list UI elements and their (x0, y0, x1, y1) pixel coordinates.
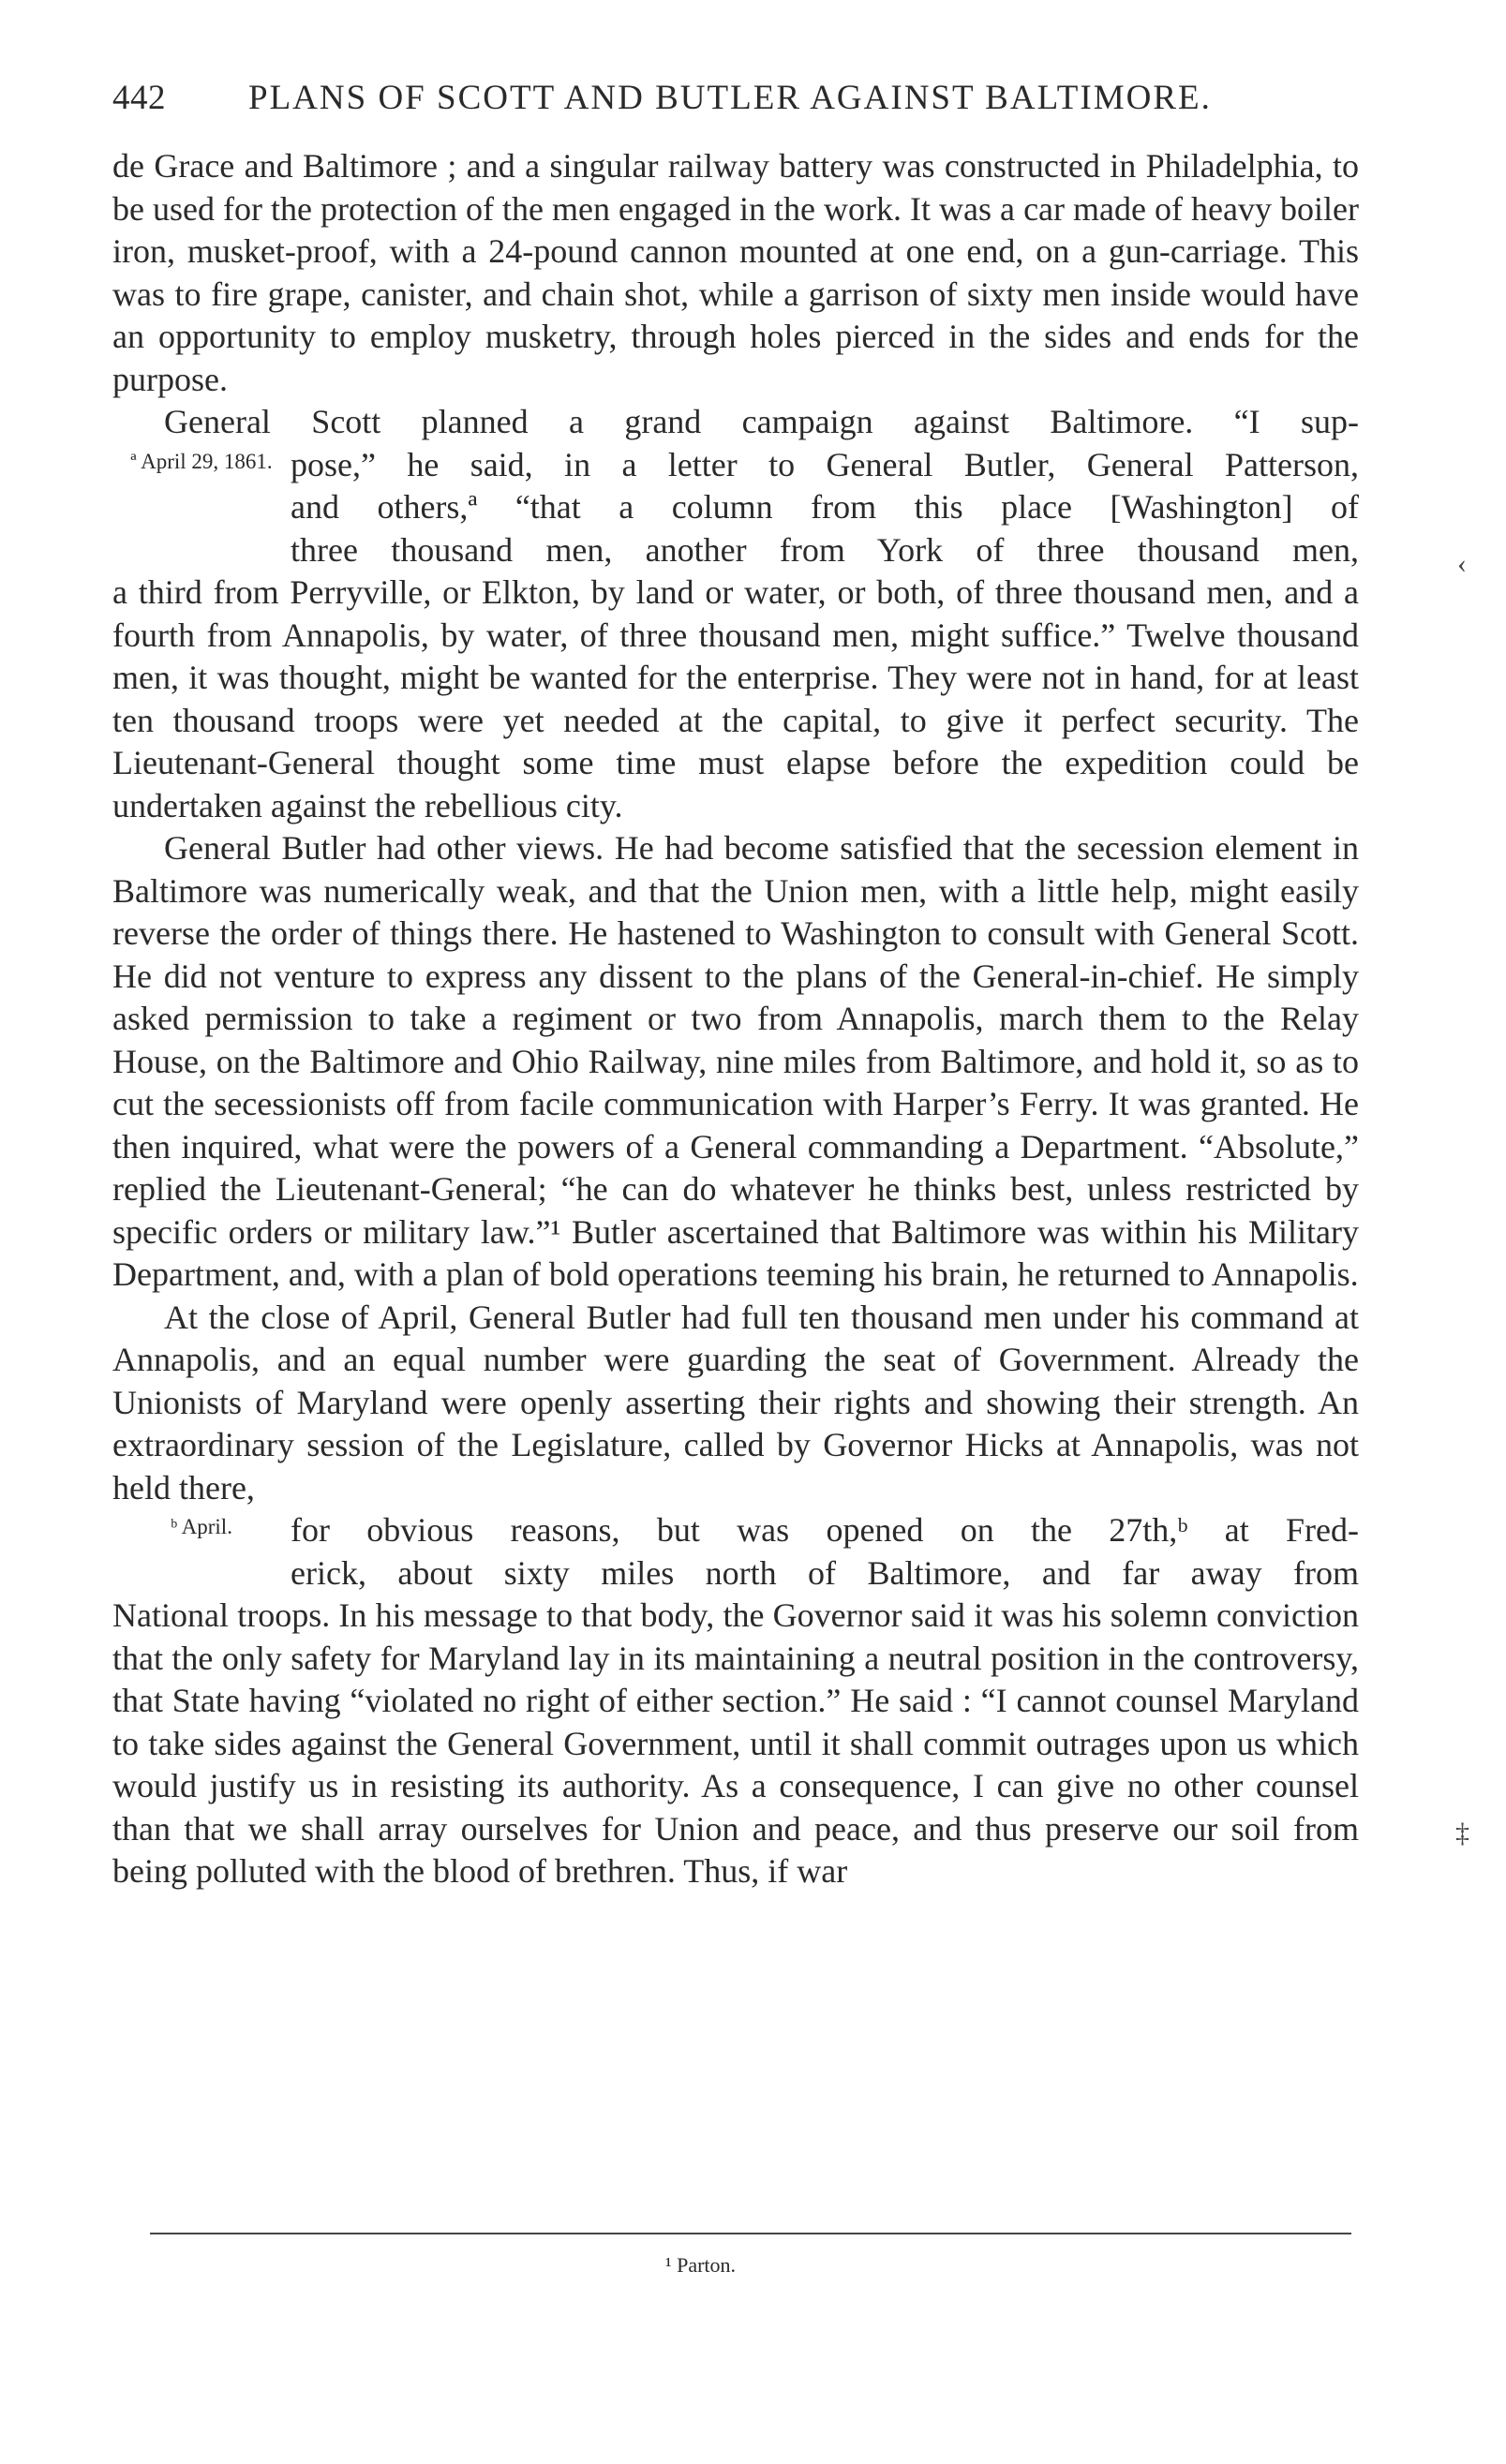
paragraph-4-start: At the close of April, General Butler had full ten thousand men under his command at Annapolis, and an equal number were guarding the seat of Government. Already the Unionists of Maryland were openly asserting their rights and showing their strength. An extraordinary session of the Legislature, called by Governor Hicks at Annapolis, was not held there, (112, 1298, 1359, 1507)
margin-note-april: ᵇ April. (171, 1515, 232, 1538)
footnote: ¹ Parton. (665, 2253, 737, 2277)
inset-lines (291, 444, 1359, 572)
text-line: General Scott planned a grand campaign against Baltimore. “I sup- (164, 403, 1359, 440)
margin-note-block (112, 1509, 1359, 1595)
paragraph-1: de Grace and Baltimore ; and a singular railway battery was constructed in Philadelphia, to be used for the protection of the men engaged in the work. It was a car made of heavy boiler iron, musket-proof, with a 24-pound cannon mounted at one end, on a gun-carriage. This was to fire grape, canister, and chain shot, while a garrison of sixty men inside would have an opportunity to employ musketry, through holes pierced in the sides and ends for the purpose. (112, 147, 1359, 398)
body-text (112, 145, 1359, 1893)
stray-print-mark: ‹ (1457, 548, 1467, 579)
stray-print-mark: ‡ (1455, 1818, 1469, 1848)
text-line: three thousand men, another from York of three thousand men, (291, 530, 1359, 569)
paragraph-2 (112, 401, 1359, 827)
paragraph-3: General Butler had other views. He had become satisfied that the secession element in Baltimore was numerically weak, and that the Union men, with a little help, might easily reverse the order of things there. He hastened to Washington to consult with General Scott. He did not venture to express any dissent to the plans of the General-in-chief. He simply asked permission to take a regiment or two from Annapolis, march them to the Relay House, on the Baltimore and Ohio Railway, nine miles from Baltimore, and hold it, so as to cut the secessionists off from facile communication with Harper’s Ferry. It was granted. He then inquired, what were the powers of a General commanding a Department. “Absolute,” replied the Lieutenant-General; “he can do whatever he thinks best, unless restricted by specific orders or military law.”¹ Butler ascertained that Baltimore was within his Military Department, and, with a plan of bold operations teeming his brain, he returned to Annapolis. (112, 829, 1359, 1293)
text-line: for obvious reasons, but was opened on the 27th,ᵇ at Fred- (291, 1511, 1359, 1549)
margin-note-date: ª April 29, 1861. (130, 449, 273, 473)
text-line: erick, about sixty miles north of Baltimore, and far away from (291, 1553, 1359, 1592)
inset-lines (291, 1509, 1359, 1595)
running-head: PLANS OF SCOTT AND BUTLER AGAINST BALTIMORE. (248, 79, 1212, 117)
page-header (112, 78, 1275, 130)
paragraph-4-rest: National troops. In his message to that body, the Governor said it was his solemn conviction that the only safety for Maryland lay in its maintaining a neutral position in the controversy, that State having “violated no right of either section.” He said : “I cannot counsel Maryland to take sides against the General Government, until it shall commit outrages upon us which would justify us in resisting its authority. As a consequence, I can give no other counsel than that we shall array ourselves for Union and peace, and thus preserve our soil from being polluted with the blood of brethren. Thus, if war (112, 1596, 1359, 1890)
paragraph-2-rest: a third from Perryville, or Elkton, by land or water, or both, of three thousand men, and a fourth from Annapolis, by water, of three thousand men, might suffice.” Twelve thousand men, it was thought, might be wanted for the enterprise. They were not in hand, for at least ten thousand troops were yet needed at the capital, to give it perfect security. The Lieutenant-General thought some time must elapse before the expedition could be undertaken against the rebellious city. (112, 573, 1359, 824)
paragraph-4 (112, 1297, 1359, 1893)
footnote-divider (150, 2233, 1351, 2234)
text-line: and others,ª “that a column from this place [Washington] of (291, 488, 1359, 526)
margin-note-block (112, 444, 1359, 572)
page-number: 442 (112, 79, 166, 117)
text-line: pose,” he said, in a letter to General Butler, General Patterson, (291, 445, 1359, 483)
